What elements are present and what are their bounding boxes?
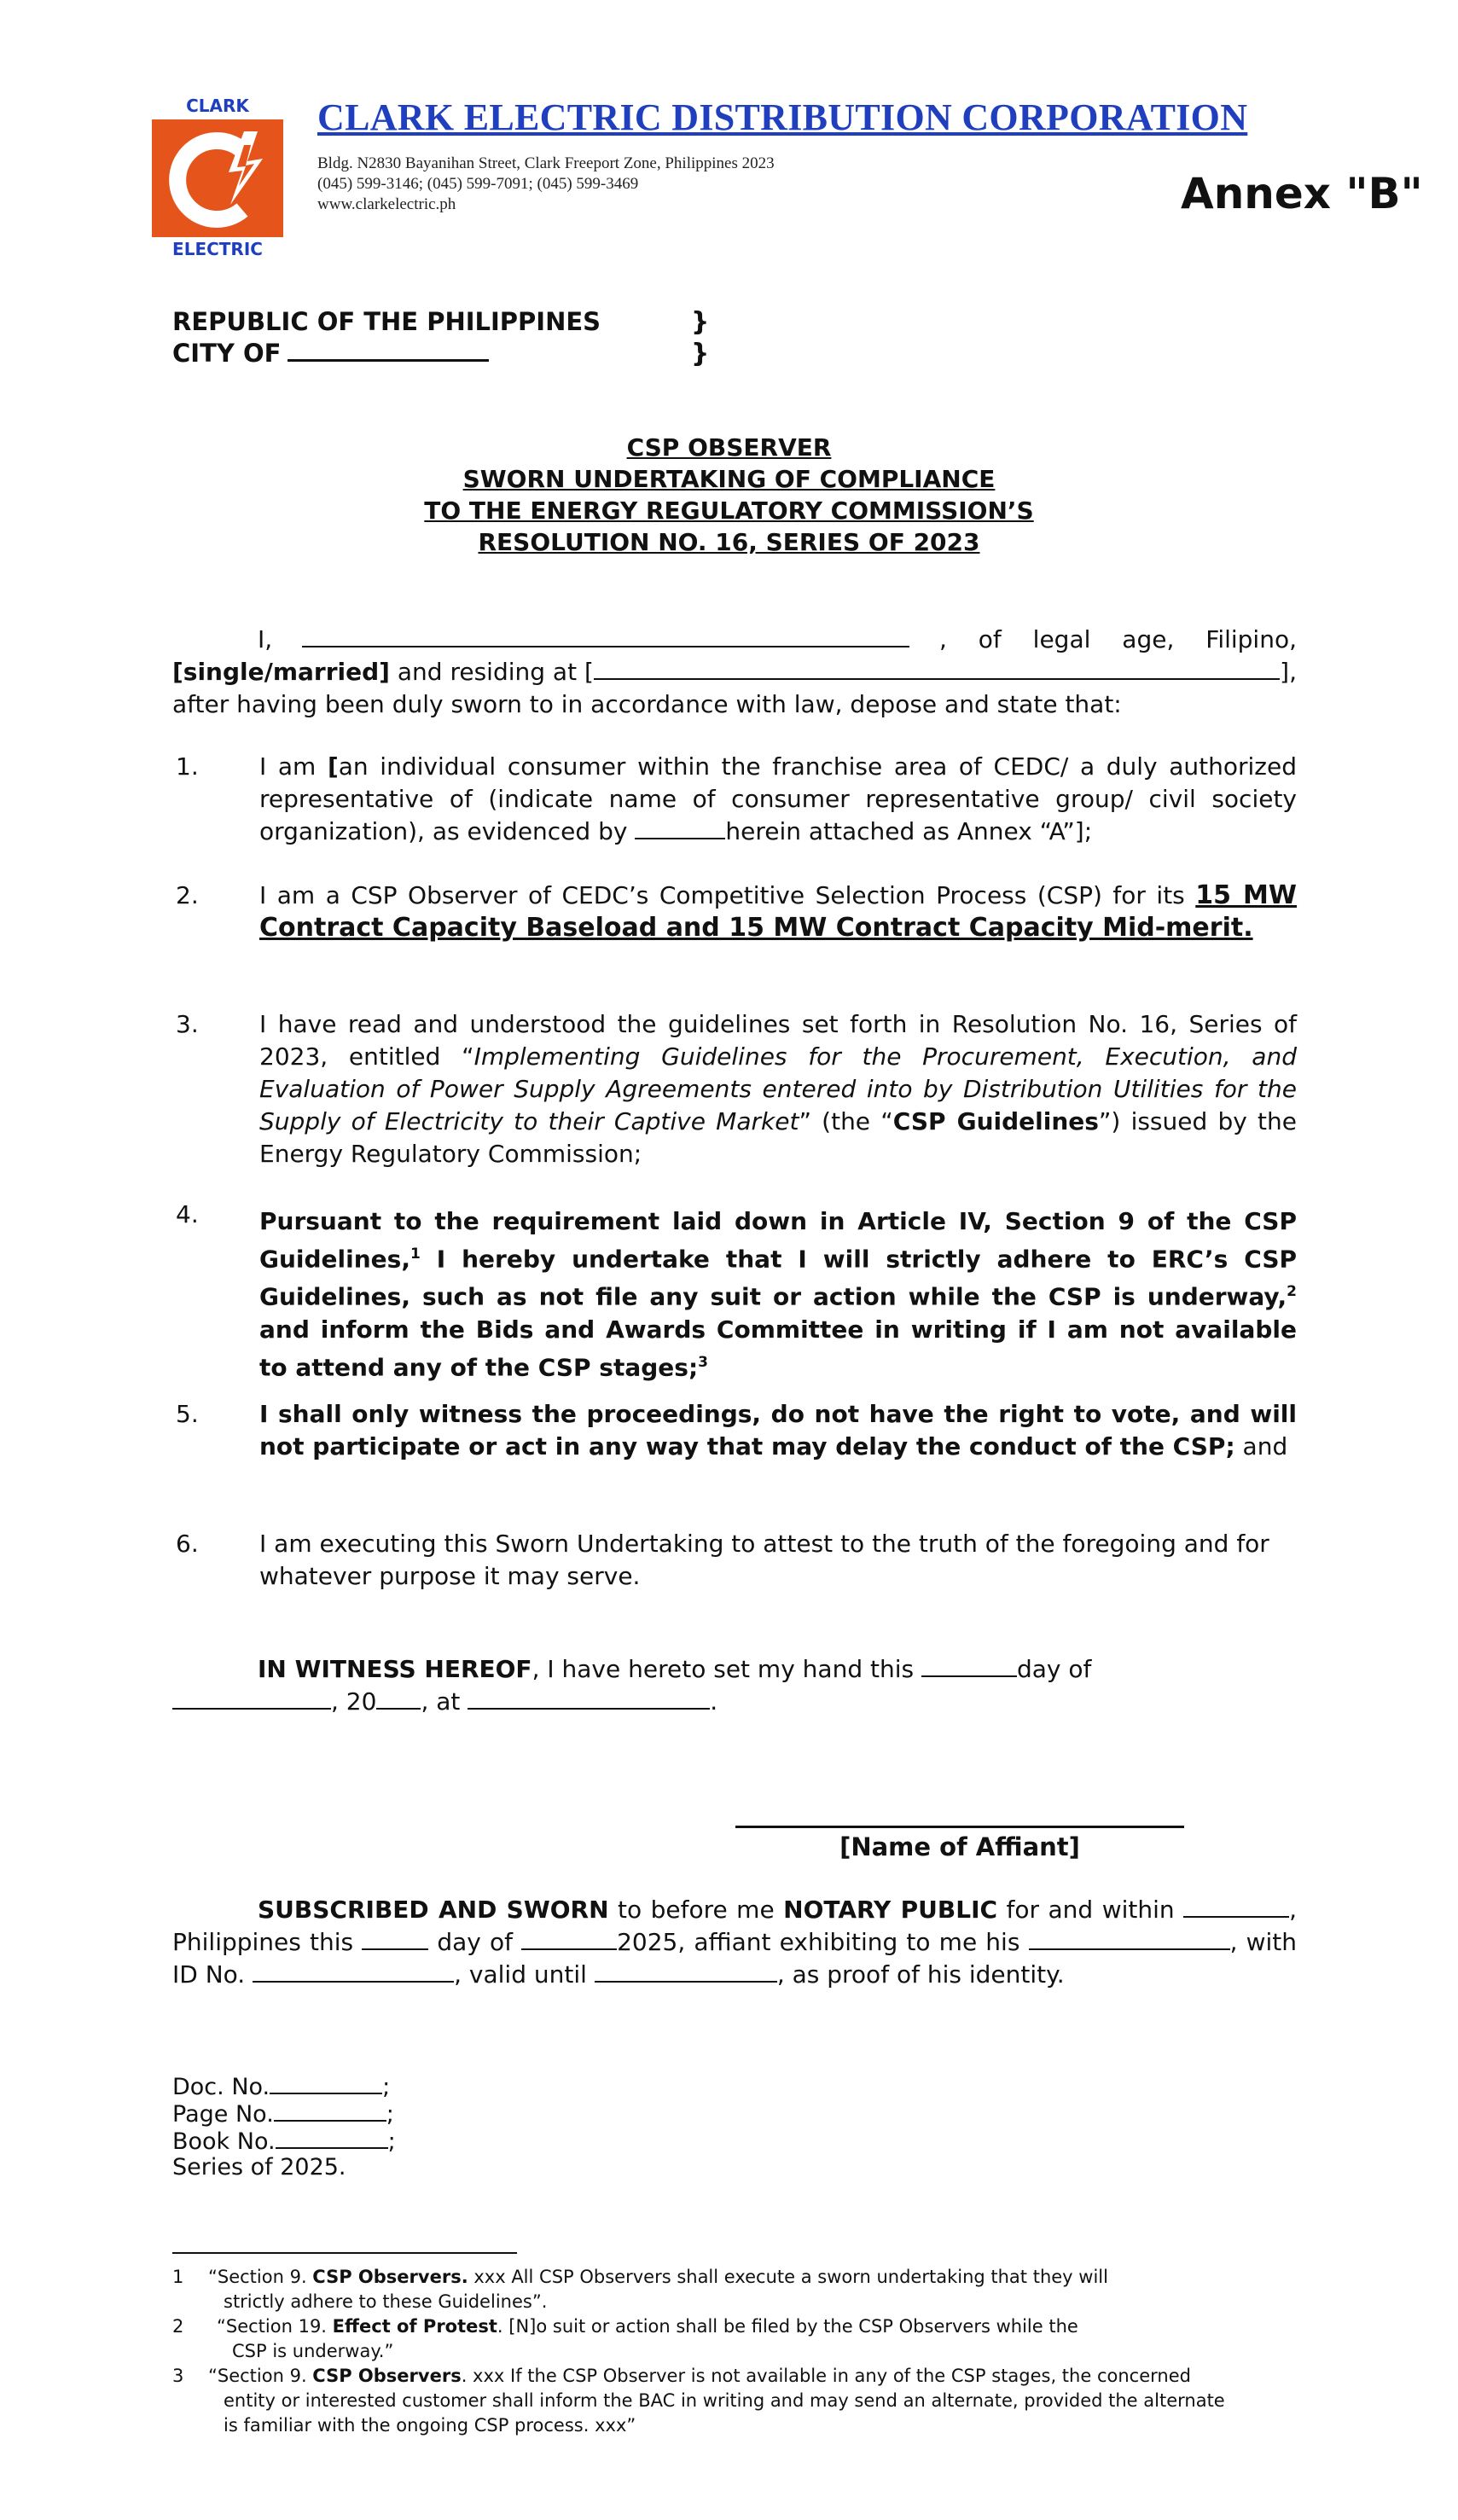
logo-text-top: CLARK [186,96,249,116]
jurat-id-number-blank [253,1960,454,1983]
venue-city: CITY OF [172,339,489,368]
document-title: SWORN UNDERTAKING OF COMPLIANCE [462,465,996,493]
footnote: 3 “Section 9. CSP Observers. xxx If the CSP Observer is not available in any of the CSP stages, the concerned entity or interested customer shall inform the BAC in writing and may send an alternate, provided the alternate is familiar with the ongoing CSP process. xxx” [172,2366,1225,2436]
affiant-name-blank [302,625,909,647]
logo-text-bottom: ELECTRIC [172,239,263,258]
list-item: 5. I shall only witness the proceedings, do not have the right to vote, and will not participate or act in any way that may delay the conduct of the CSP; and [176,1400,1297,1460]
list-item: 2. I am a CSP Observer of CEDC’s Competitive Selection Process (CSP) for its 15 MW Contract Capacity Baseload and 15 MW Contract Capacity Mid-merit. [176,880,1298,943]
doc-number-blank [270,2072,382,2094]
company-address: Bldg. N2830 Bayanihan Street, Clark Freeport Zone, Philippines 2023 [317,154,775,172]
list-item: 3. I have read and understood the guidelines set forth in Resolution No. 16, Series of 2023, entitled “Implementing Guidelines for the Procurement, Execution, and Evaluation of Power Supply Agreements entered into by Distribution Utilities for the Supply of Electricity to their Captive Market” (the “CSP Guidelines”) issued by the Energy Regulatory Commission; [176,1010,1297,1168]
document-title: RESOLUTION NO. 16, SERIES OF 2023 [478,528,980,556]
witness-place-blank [468,1687,710,1710]
list-item: 1. I am [an individual consumer within the franchise area of CEDC/ a duly authorized representative of (indicate name of consumer representative group/ civil society organization), as evidenced by herein attached as Annex “A”]; [176,752,1297,845]
city-blank [288,339,489,362]
witness-paragraph: IN WITNESS HEREOF, I have hereto set my hand this day of , 20 , at . [172,1653,1297,1718]
footnote: 1 “Section 9. CSP Observers. xxx All CSP Observers shall execute a sworn undertaking that they will strictly adhere to these Guidelines”. [172,2267,1108,2312]
company-name: CLARK ELECTRIC DISTRIBUTION CORPORATION [317,96,1248,138]
witness-month-blank [172,1687,331,1710]
witness-day-blank [921,1655,1017,1677]
jurat-day-blank [362,1928,428,1950]
company-website: www.clarkelectric.ph [317,195,456,213]
document-title: CSP OBSERVER [626,433,832,462]
list-item: 6. I am executing this Sworn Undertaking to attest to the truth of the foregoing and for whatever purpose it may serve. [176,1530,1269,1590]
affiant-name-label: [Name of Affiant] [839,1832,1080,1861]
annex-label: Annex "B" [1181,169,1423,218]
page-number: Page No. ; [172,2101,394,2128]
footnote: 2 “Section 19. Effect of Protest. [N]o suit or action shall be filed by the CSP Observers while the CSP is underway.” [172,2316,1078,2361]
series-year: Series of 2025. [172,2154,346,2180]
jurat-validity-blank [595,1960,777,1983]
witness-year-blank [376,1687,421,1710]
company-logo [148,94,287,258]
signature-line [735,1826,1184,1828]
intro-paragraph: I, , of legal age, Filipino, [single/married] and residing at [ ], after having been duly sworn to in accordance with law, depose and state that: [172,625,1297,718]
footnote-separator [172,2252,517,2254]
venue-brace: } [691,307,710,337]
jurat-paragraph: SUBSCRIBED AND SWORN to before me NOTARY PUBLIC for and within , Philippines this day of 2025, affiant exhibiting to me his , with ID No. , valid until , as proof of his identity. [172,1896,1298,1989]
venue-brace: } [691,339,710,369]
book-number-blank [276,2127,388,2149]
clark-electric-logo-icon [148,94,287,258]
residence-blank [594,658,1280,680]
company-phones: (045) 599-3146; (045) 599-7091; (045) 599-3469 [317,175,639,193]
book-number: Book No. ; [172,2128,396,2155]
annex-evidence-blank [635,817,725,839]
list-item: 4. Pursuant to the requirement laid down in Article IV, Section 9 of the CSP Guidelines,$^1$ I hereby undertake that I will strictly adhere to ERC’s CSP Guidelines, such as not file any suit or action while the CSP is underway,$^2$ and inform the Bids and Awards Committee in writing if I am not available to attend any of the CSP stages;$^3$ [176,1200,1297,1381]
doc-number: Doc. No. ; [172,2074,391,2100]
jurat-place-blank [1183,1896,1289,1918]
document-title: TO THE ENERGY REGULATORY COMMISSION’S [424,496,1034,525]
jurat-id-type-blank [1029,1928,1230,1950]
page-number-blank [274,2099,386,2122]
jurat-month-blank [521,1928,617,1950]
venue-republic: REPUBLIC OF THE PHILIPPINES [172,307,601,336]
